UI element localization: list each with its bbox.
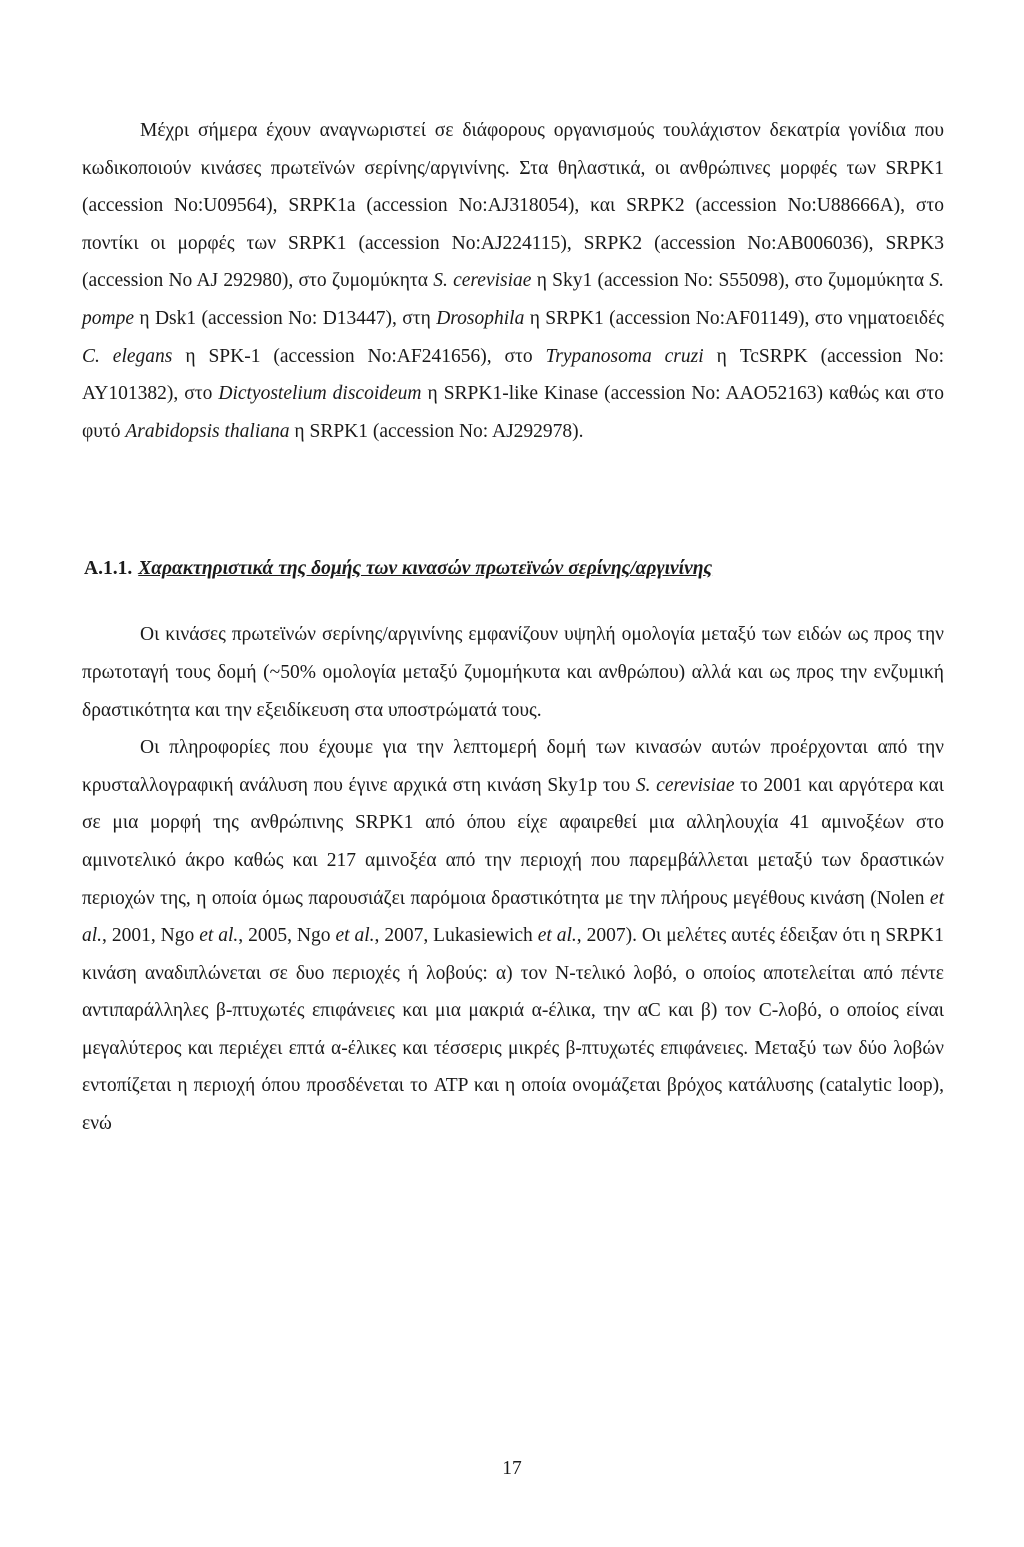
citation-etal: et al.: [335, 925, 375, 947]
spacer: [82, 582, 944, 616]
text-run: Οι πληροφορίες που έχουμε για την λεπτομερή δομή των κινασών αυτών προέρχονται από την κρυσταλλογραφική ανάλυση που έγινε αρχικά στη κινάση Sky1p του: [82, 737, 944, 796]
text-run: η Sky1 (accession No: S55098), στο ζυμομύκητα: [531, 270, 930, 292]
text-run: , 2005, Ngo: [238, 925, 336, 947]
text-run: η SRPK1-like Kinase (accession No: AAO52163) καθώς και στο φυτό: [82, 383, 945, 442]
section-title: Χαρακτηριστικά της δομής των κινασών πρωτεϊνών σερίνης/αργινίνης: [138, 558, 713, 580]
species-name: Dictyostelium discoideum: [218, 383, 422, 405]
text-run: η SRPK1 (accession No: AJ292978).: [289, 420, 584, 442]
citation-etal: et al.: [537, 925, 577, 947]
species-name: S. pompe: [82, 270, 944, 329]
section-heading: [82, 556, 944, 582]
species-name: C. elegans: [82, 345, 173, 367]
text-run: , 2007, Lukasiewich: [374, 925, 538, 947]
text-run: η TcSRPK (accession No: AY101382), στο: [82, 345, 945, 405]
species-name: Drosophila: [436, 307, 525, 329]
page-number: 17: [502, 1458, 522, 1479]
paragraph-crystal-structure: [82, 729, 944, 1143]
document-page: [82, 112, 944, 1143]
spacer: [82, 450, 944, 556]
text-run: , 2001, Ngo: [102, 925, 200, 947]
text-run: Μέχρι σήμερα έχουν αναγνωριστεί σε διάφορους οργανισμούς τουλάχιστον δεκατρία γονίδια που κωδικοποιούν κινάσες πρωτεϊνών σερίνης/αργινίνης. Στα θηλαστικά, οι ανθρώπινες μορφές των SRPK1 (accession No:U09564), SRPK1a (accession No:AJ318054), και SRPK2 (accession No:U88666A), στο ποντίκι οι μορφές των SRPK1 (accession No:AJ224115), SRPK2 (accession No:AB006036), SRPK3 (accession No AJ 292980), στο ζυμομύκητα: [82, 120, 944, 292]
citation-etal: et al.: [199, 925, 239, 947]
paragraph-homology: Οι κινάσες πρωτεϊνών σερίνης/αργινίνης εμφανίζουν υψηλή ομολογία μεταξύ των ειδών ως προς την πρωτοταγή τους δομή (~50% ομολογία μεταξύ ζυμομήκυτα και ανθρώπου) αλλά και ως προς την ενζυμική δραστικότητα και την εξειδίκευση στα υποστρώματά τους.: [82, 624, 944, 721]
text-run: το 2001 και αργότερα και σε μια μορφή της ανθρώπινης SRPK1 από όπου είχε αφαιρεθεί μια αλληλουχία 41 αμινοξέων στο αμινοτελικό άκρο καθώς και 217 αμινοξέα από την περιοχή που παρεμβάλλεται μεταξύ των δραστικών περιοχών της, η οποία όμως παρουσιάζει παρόμοια δραστικότητα με την πλήρους μεγέθους κινάση (Nolen: [82, 774, 944, 909]
species-name: S. cerevisiae: [433, 270, 532, 292]
species-name: Arabidopsis thaliana: [125, 420, 290, 442]
text-run: η Dsk1 (accession No: D13447), στη: [134, 307, 437, 329]
paragraph-srpk-genes: [82, 112, 944, 450]
text-run: η SPK-1 (accession No:AF241656), στο: [172, 345, 546, 367]
section-number: A.1.1.: [84, 558, 133, 580]
citation-etal: et al.: [82, 887, 944, 947]
species-name: Trypanosoma cruzi: [545, 345, 704, 367]
text-run: η SRPK1 (accession No:AF01149), στο νηματοειδές: [524, 307, 944, 329]
text-run: , 2007). Οι μελέτες αυτές έδειξαν ότι η SRPK1 κινάση αναδιπλώνεται σε δυο περιοχές ή λοβούς: α) τον Ν-τελικό λοβό, ο οποίος αποτελείται από πέντε αντιπαράλληλες β-πτυχωτές επιφάνειες και μια μακριά α-έλικα, την αC και β) τον C-λοβό, ο οποίος είναι μεγαλύτερος και περιέχει επτά α-έλικες και τέσσερις μικρές β-πτυχωτές επιφάνειες. Μεταξύ των δύο λοβών εντοπίζεται η περιοχή όπου προσδένεται το ATP και η οποία ονομάζεται βρόχος κατάλυσης (catalytic loop), ενώ: [82, 925, 944, 1135]
species-name: S. cerevisiae: [635, 774, 735, 796]
